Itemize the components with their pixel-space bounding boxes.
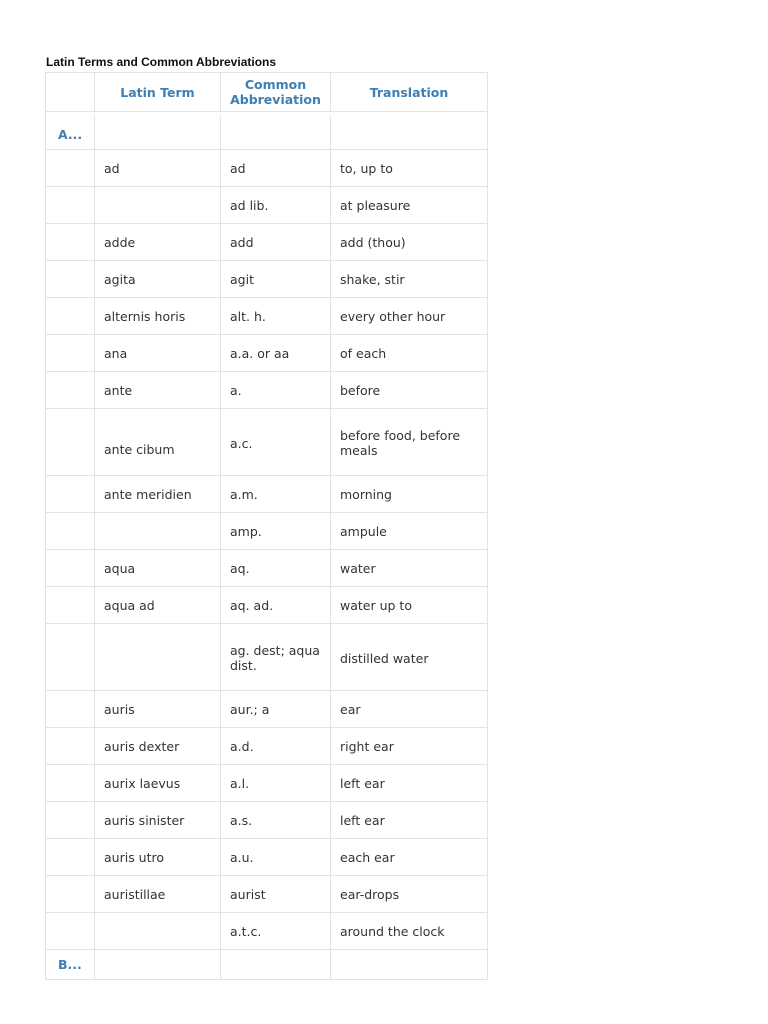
translation-cell: ampule	[331, 513, 487, 550]
blank-cell	[46, 913, 95, 950]
blank-cell	[46, 624, 95, 691]
empty-cell	[95, 112, 221, 150]
blank-cell	[46, 261, 95, 298]
blank-cell	[46, 298, 95, 335]
blank-cell	[46, 372, 95, 409]
translation-cell: right ear	[331, 728, 487, 765]
latin-term-cell: alternis horis	[95, 298, 221, 335]
translation-cell: at pleasure	[331, 187, 487, 224]
translation-cell: left ear	[331, 765, 487, 802]
abbreviation-cell: ad lib.	[221, 187, 331, 224]
latin-term-cell: ante cibum	[95, 409, 221, 476]
table-row	[46, 150, 487, 187]
abbreviation-cell: a.s.	[221, 802, 331, 839]
table-row	[46, 372, 487, 409]
blank-cell	[46, 513, 95, 550]
table-row	[46, 876, 487, 913]
blank-cell	[46, 728, 95, 765]
abbreviation-cell: ag. dest; aqua dist.	[221, 624, 331, 691]
latin-term-cell: auris utro	[95, 839, 221, 876]
latin-term-cell: aqua ad	[95, 587, 221, 624]
latin-term-cell	[95, 187, 221, 224]
table-row	[46, 691, 487, 728]
translation-cell: to, up to	[331, 150, 487, 187]
abbreviation-cell: a.	[221, 372, 331, 409]
abbreviation-cell: ad	[221, 150, 331, 187]
translation-cell: morning	[331, 476, 487, 513]
blank-cell	[46, 150, 95, 187]
table-header-row	[46, 73, 487, 112]
table-row	[46, 476, 487, 513]
latin-term-cell: auris sinister	[95, 802, 221, 839]
section-letter: B...	[46, 950, 95, 979]
translation-cell: before	[331, 372, 487, 409]
header-latin-term: Latin Term	[95, 73, 221, 112]
abbreviation-cell: agit	[221, 261, 331, 298]
latin-term-cell	[95, 624, 221, 691]
table-body	[46, 112, 487, 979]
latin-term-cell: aurix laevus	[95, 765, 221, 802]
blank-cell	[46, 839, 95, 876]
blank-cell	[46, 476, 95, 513]
blank-cell	[46, 587, 95, 624]
table-row	[46, 587, 487, 624]
translation-cell: ear-drops	[331, 876, 487, 913]
latin-term-cell: aqua	[95, 550, 221, 587]
table-row	[46, 839, 487, 876]
document-title: Latin Terms and Common Abbreviations	[46, 55, 277, 69]
translation-cell: of each	[331, 335, 487, 372]
blank-cell	[46, 550, 95, 587]
abbreviation-cell: a.m.	[221, 476, 331, 513]
abbreviation-cell: aq.	[221, 550, 331, 587]
translation-cell: water up to	[331, 587, 487, 624]
blank-cell	[46, 187, 95, 224]
latin-term-cell: agita	[95, 261, 221, 298]
blank-cell	[46, 802, 95, 839]
table-row	[46, 187, 487, 224]
header-translation: Translation	[331, 73, 487, 112]
abbreviation-cell: a.t.c.	[221, 913, 331, 950]
abbreviation-cell: a.a. or aa	[221, 335, 331, 372]
translation-cell: add (thou)	[331, 224, 487, 261]
abbreviation-cell: amp.	[221, 513, 331, 550]
empty-cell	[331, 950, 487, 979]
table-row	[46, 624, 487, 691]
table-row	[46, 335, 487, 372]
translation-cell: left ear	[331, 802, 487, 839]
latin-term-cell: auristillae	[95, 876, 221, 913]
abbreviation-cell: aq. ad.	[221, 587, 331, 624]
abbreviation-cell: aur.; a	[221, 691, 331, 728]
abbreviation-cell: a.d.	[221, 728, 331, 765]
empty-cell	[331, 112, 487, 150]
table-row	[46, 802, 487, 839]
latin-term-cell: ana	[95, 335, 221, 372]
section-letter: A...	[46, 112, 95, 150]
translation-cell: every other hour	[331, 298, 487, 335]
abbreviation-cell: aurist	[221, 876, 331, 913]
table-row	[46, 550, 487, 587]
table-row	[46, 261, 487, 298]
header-letter	[46, 73, 95, 112]
abbreviation-cell: a.l.	[221, 765, 331, 802]
blank-cell	[46, 691, 95, 728]
blank-cell	[46, 409, 95, 476]
section-row	[46, 112, 487, 150]
latin-term-cell: ad	[95, 150, 221, 187]
abbreviation-cell: a.u.	[221, 839, 331, 876]
section-row	[46, 950, 487, 979]
latin-term-cell: ante meridien	[95, 476, 221, 513]
table-row	[46, 224, 487, 261]
latin-term-cell: ante	[95, 372, 221, 409]
latin-term-cell	[95, 513, 221, 550]
table-row	[46, 409, 487, 476]
latin-term-cell: auris	[95, 691, 221, 728]
translation-cell: before food, before meals	[331, 409, 487, 476]
latin-term-cell: adde	[95, 224, 221, 261]
latin-term-cell	[95, 913, 221, 950]
blank-cell	[46, 765, 95, 802]
abbreviation-cell: alt. h.	[221, 298, 331, 335]
empty-cell	[221, 112, 331, 150]
table-row	[46, 913, 487, 950]
translation-cell: distilled water	[331, 624, 487, 691]
table-row	[46, 728, 487, 765]
empty-cell	[95, 950, 221, 979]
latin-term-cell: auris dexter	[95, 728, 221, 765]
table-row	[46, 298, 487, 335]
table-row	[46, 513, 487, 550]
translation-cell: ear	[331, 691, 487, 728]
table-row	[46, 765, 487, 802]
translation-cell: water	[331, 550, 487, 587]
abbreviation-cell: a.c.	[221, 409, 331, 476]
latin-terms-table	[45, 72, 488, 980]
abbreviation-cell: add	[221, 224, 331, 261]
empty-cell	[221, 950, 331, 979]
blank-cell	[46, 224, 95, 261]
translation-cell: shake, stir	[331, 261, 487, 298]
translation-cell: around the clock	[331, 913, 487, 950]
blank-cell	[46, 335, 95, 372]
blank-cell	[46, 876, 95, 913]
header-common-abbreviation: Common Abbreviation	[221, 73, 331, 112]
translation-cell: each ear	[331, 839, 487, 876]
